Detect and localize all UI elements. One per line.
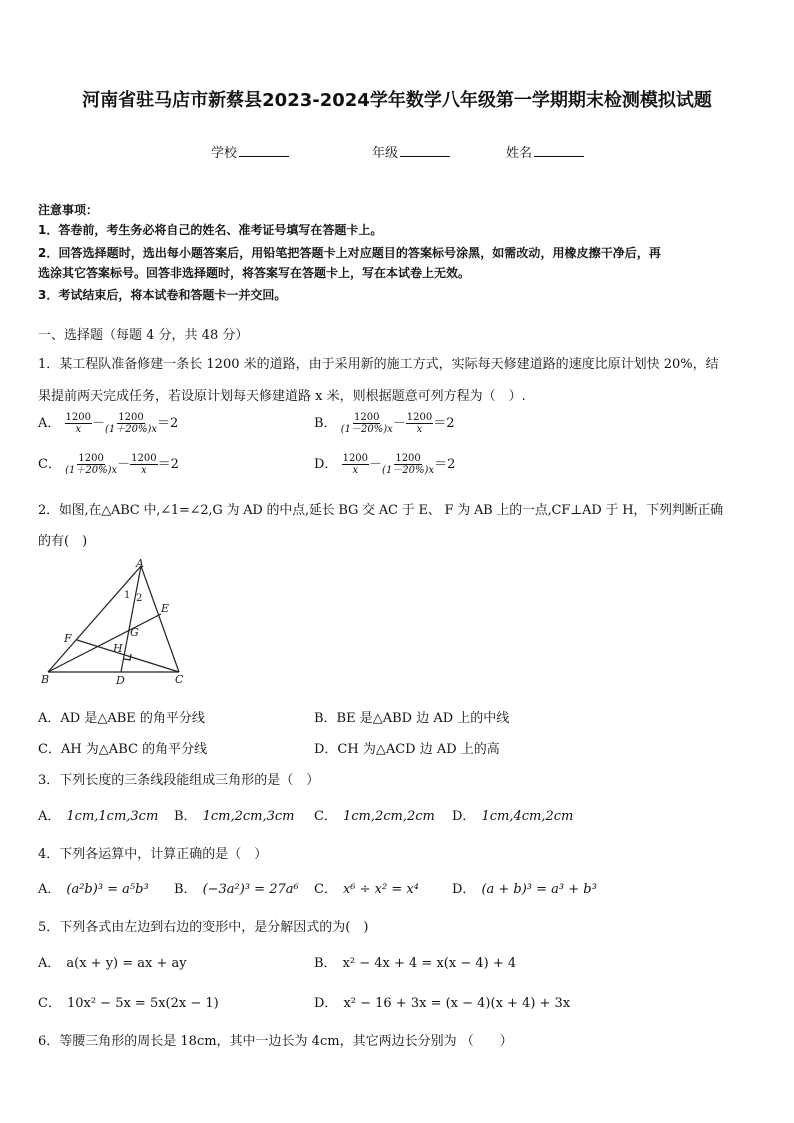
q2-option-d: D．CH 为△ACD 边 AD 上的高	[314, 742, 500, 757]
school-field	[211, 142, 289, 161]
q5-option-d: D． x² − 16 + 3x = (x − 4)(x + 4) + 3x	[314, 996, 571, 1011]
q5-option-a: A． a(x + y) = ax + ay	[38, 956, 187, 971]
q1-option-c: C． $\frac{1200}{(1+20\%)x}$ － $\frac{1200}{x}$ ＝2	[38, 453, 179, 476]
question-1-line1: 1．某工程队准备修建一条长 1200 米的道路，由于采用新的施工方式，实际每天修建道路的速度比原计划快 20%，结	[38, 357, 719, 372]
question-6-stem: 6．等腰三角形的周长是 18cm，其中一边长为 4cm，其它两边长分别为 （ ）	[38, 1034, 513, 1049]
q4-option-c: C． x⁶ ÷ x² = x⁴	[314, 882, 419, 897]
q3-option-c: C． 1cm,2cm,2cm	[314, 809, 435, 824]
notice-heading: 注意事项：	[38, 203, 99, 217]
page-title: 河南省驻马店市新蔡县2023-2024学年数学八年级第一学期期末检测模拟试题	[82, 90, 712, 111]
label-e: E	[161, 602, 170, 615]
name-label: 姓名	[506, 146, 533, 161]
q2-option-c: C．AH 为△ABC 的角平分线	[38, 742, 208, 757]
school-label: 学校	[211, 146, 238, 161]
q4-option-a: A． (a²b)³ = a⁵b³	[38, 882, 149, 897]
notice-item: 选涂其它答案标号。回答非选择题时，将答案写在答题卡上，写在本试卷上无效。	[38, 266, 471, 280]
q1-option-d: D． $\frac{1200}{x}$ － $\frac{1200}{(1-20\%)x}$ ＝2	[314, 453, 456, 476]
label-d: D	[116, 674, 125, 687]
q1-option-a: A． $\frac{1200}{x}$ － $\frac{1200}{(1+20\%)x}$ ＝2	[38, 412, 179, 435]
q4-option-d: D． (a + b)³ = a³ + b³	[452, 882, 597, 897]
label-g: G	[130, 626, 139, 639]
question-4-stem: 4．下列各运算中，计算正确的是（ ）	[38, 847, 268, 862]
question-3-stem: 3．下列长度的三条线段能组成三角形的是（ ）	[38, 773, 320, 788]
grade-field	[372, 142, 450, 161]
notice-item: 2．回答选择题时，选出每小题答案后，用铅笔把答题卡上对应题目的答案标号涂黑，如需改动，用橡皮擦干净后，再	[38, 246, 661, 260]
question-1-line2: 果提前两天完成任务，若设原计划每天修建道路 x 米，则根据题意可列方程为（ ）.	[38, 389, 526, 404]
q3-option-a: A． 1cm,1cm,3cm	[38, 809, 159, 824]
q4-option-b: B． (−3a²)³ = 27a⁶	[174, 882, 299, 897]
question-2-line2: 的有( )	[38, 534, 88, 549]
q3-option-d: D． 1cm,4cm,2cm	[452, 809, 574, 824]
notice-item: 3．考试结束后，将本试卷和答题卡一并交回。	[38, 288, 287, 302]
triangle-figure	[38, 556, 198, 688]
section-heading: 一、选择题（每题 4 分，共 48 分）	[38, 328, 249, 343]
grade-label: 年级	[372, 146, 399, 161]
q1-option-b: B． $\frac{1200}{(1-20\%)x}$ － $\frac{1200}{x}$ ＝2	[314, 412, 455, 435]
label-h: H	[113, 642, 123, 655]
q2-option-b: B．BE 是△ABD 边 AD 上的中线	[314, 711, 510, 726]
notice-item: 1．答卷前，考生务必将自己的姓名、准考证号填写在答题卡上。	[38, 223, 383, 237]
q3-option-b: B． 1cm,2cm,3cm	[174, 809, 295, 824]
label-b: B	[41, 673, 50, 686]
q5-option-b: B． x² − 4x + 4 = x(x − 4) + 4	[314, 956, 517, 971]
label-a: A	[136, 557, 144, 570]
name-field	[506, 142, 584, 161]
question-2-line1: 2．如图,在△ABC 中,∠1=∠2,G 为 AD 的中点,延长 BG 交 AC 于 E、 F 为 AB 上的一点,CF⊥AD 于 H，下列判断正确	[38, 503, 723, 518]
label-c: C	[175, 673, 184, 686]
angle-1-label: 1	[124, 590, 131, 601]
angle-2-label: 2	[136, 593, 143, 604]
label-f: F	[64, 632, 72, 645]
q2-option-a: A．AD 是△ABE 的角平分线	[38, 711, 205, 726]
question-5-stem: 5．下列各式由左边到右边的变形中，是分解因式的为( )	[38, 920, 369, 935]
q5-option-c: C． 10x² − 5x = 5x(2x − 1)	[38, 996, 219, 1011]
